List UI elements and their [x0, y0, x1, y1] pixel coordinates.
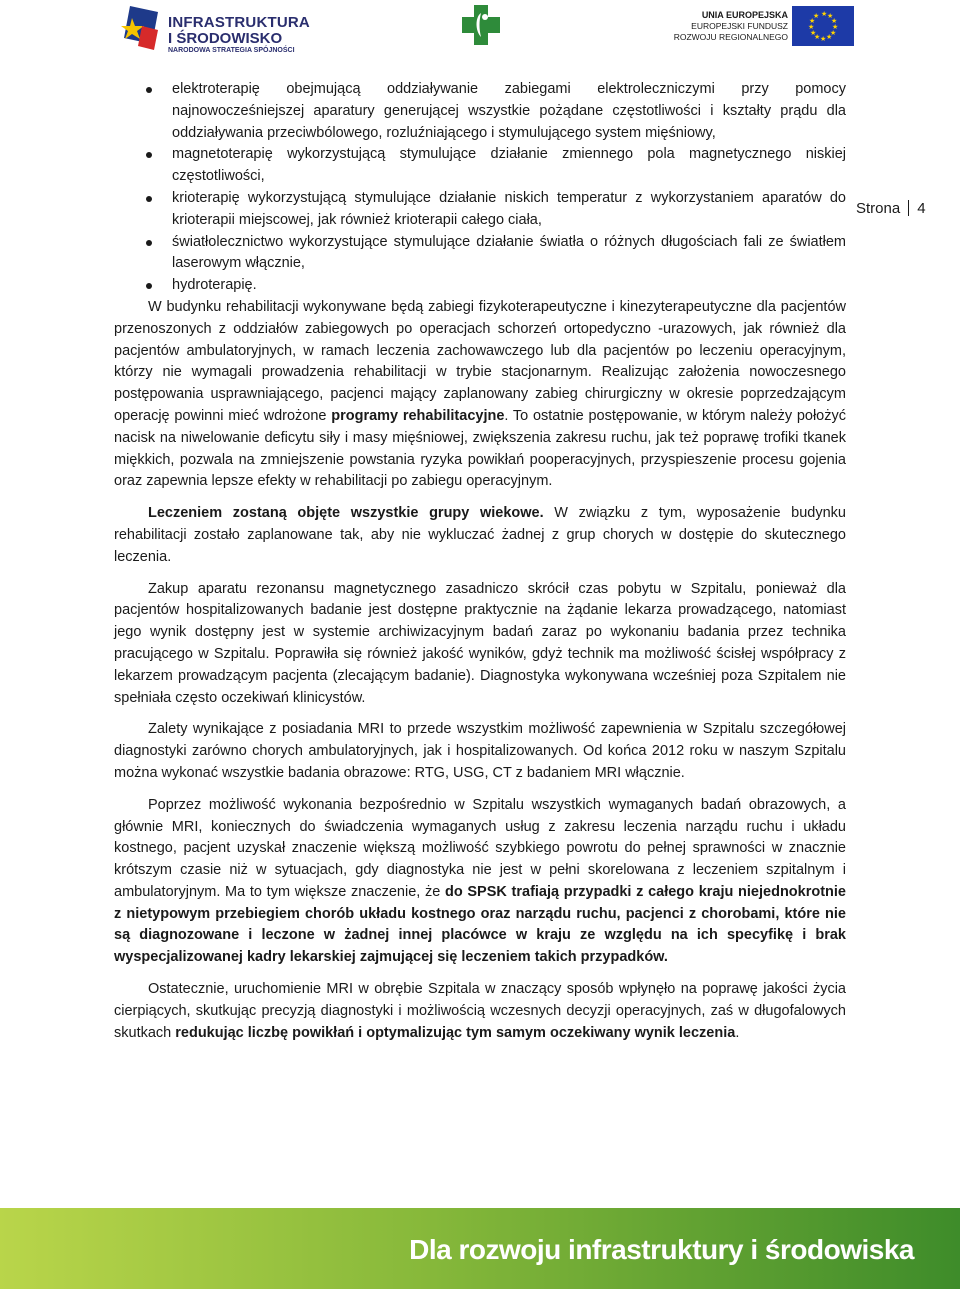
svg-text:★: ★: [831, 17, 838, 25]
svg-text:★: ★: [809, 17, 816, 25]
svg-text:★: ★: [830, 29, 837, 37]
page-number-label: Strona: [856, 200, 901, 217]
therapy-list: [114, 79, 846, 297]
paragraph-bold-text: redukując liczbę powikłań i optymalizując tym samym oczekiwany wynik leczenia: [175, 1024, 736, 1041]
paragraph-rehabilitation: [114, 297, 846, 493]
paragraph-mri-advantages: Zalety wynikające z posiadania MRI to przede wszystkim możliwość zapewnienia w Szpitalu szczegółowej diagnostyki zarówno chorych ambulatoryjnych, jak i hospitalizowanych. Od końca 2012 roku w naszym Szpitalu można wykonać wszystkie badania obrazowe: RTG, USG, CT z badaniem MRI włącznie.: [114, 721, 846, 781]
page-number: [856, 200, 926, 217]
paragraph-text: W związku z tym, wyposażenie budynku rehabilitacji zostało zaplanowane tak, aby nie wykluczać żadnej z grup chorych w dostępie do skutecznego leczenia.: [114, 505, 847, 565]
svg-text:★: ★: [821, 10, 828, 18]
logo-text-line2: I ŚRODOWISKO: [168, 30, 283, 47]
svg-text:★: ★: [810, 29, 817, 37]
eu-text-line1: UNIA EUROPEJSKA: [701, 10, 788, 20]
svg-text:★: ★: [832, 23, 839, 31]
eu-logo: [673, 6, 858, 46]
infrastruktura-srodowisko-logo: [118, 4, 310, 56]
paragraph-text: Poprzez możliwość wykonania bezpośrednio w Szpitalu wszystkich wymaganych badań obrazowych, a głównie MRI, koniecznych do świadczenia wymaganych usług z zakresu leczenia narządu ruchu i układu kostnego, pacjent uzyskał znaczenie większą możliwość szybkiego powrotu do pełnej sprawności w znacznie krótszym czasie niż w sytuacjach, gdy diagnostyka nie jest w pełni skorelowana z leczeniem szpitalnym i ambulatoryjnym. Ma to tym większe znaczenie, że: [114, 796, 846, 900]
page-footer-banner: [0, 1208, 960, 1289]
eu-text-line3: ROZWOJU REGIONALNEGO: [673, 32, 788, 42]
svg-text:★: ★: [808, 23, 815, 31]
page-number-value: 4: [917, 200, 926, 217]
list-item: hydroterapię.: [114, 275, 846, 297]
eu-flag-icon: [792, 6, 854, 46]
paragraph-text: .: [735, 1024, 740, 1041]
list-item: magnetoterapię wykorzystującą stymulujące działanie zmiennego pola magnetycznego niskiej częstotliwości,: [114, 144, 846, 188]
cross-icon: [460, 3, 502, 47]
logo-text-line3: NARODOWA STRATEGIA SPÓJNOŚCI: [168, 47, 295, 54]
paragraph-diagnostics: [114, 795, 846, 969]
svg-text:★: ★: [826, 33, 833, 41]
page-header: [0, 0, 960, 58]
paragraph-text: . To ostatnie postępowanie, w którym należy położyć nacisk na niwelowanie deficytu siły i masy mięśniowej, zwiększenia zakresu ruchu, jak też poprawę trofiki tkanek miękkich, pozwala na zmniejszenie powstania ryzyka powikłań pooperacyjnych, przyspieszenie procesu gojenia oraz zapewnia lepsze efekty w rehabilitacji po zabiegu operacyjnym.: [114, 407, 846, 490]
paragraph-age-groups: [114, 503, 846, 568]
list-item: krioterapię wykorzystującą stymulujące działanie niskich temperatur z wykorzystaniem aparatów do krioterapii miejscowej, jak również krioterapii całego ciała,: [114, 188, 846, 232]
paragraph-conclusion: [114, 979, 846, 1044]
footer-slogan: Dla rozwoju infrastruktury i środowiska: [409, 1234, 914, 1265]
paragraph-bold-text: programy rehabilitacyjne: [331, 407, 505, 424]
svg-text:★: ★: [827, 12, 834, 20]
star-logo-icon: [118, 4, 164, 56]
logo-text-line1: INFRASTRUKTURA: [168, 14, 310, 31]
paragraph-mri-purchase: Zakup aparatu rezonansu magnetycznego zasadniczo skrócił czas pobytu w Szpitalu, ponieważ dla pacjentów hospitalizowanych badanie jest dostępne praktycznie na żądanie lekarza prowadzącego, natomiast jego wynik dostępny jest w systemie archiwizacyjnym badań zaraz po wykonaniu badania przez technika pracującego w Szpitalu. Poprawiła się również jakość wyników, gdyż technik ma możliwość ścisłej współpracy z lekarzem prowadzącym pacjenta (zlecającym badanie). Diagnostyka wykonywana wcześniej poza Szpitalem nie spełniała często oczekiwań klinicystów.: [114, 580, 846, 706]
page-number-separator: [908, 200, 909, 216]
hospital-cross-logo: [460, 3, 502, 47]
list-item: światłolecznictwo wykorzystujące stymulujące działanie światła o różnych długościach fali ze światłem laserowym włącznie,: [114, 232, 846, 276]
svg-text:★: ★: [820, 35, 827, 43]
paragraph-text: Ostatecznie, uruchomienie MRI w obrębie Szpitala w znaczący sposób wpłynęło na poprawę jakości życia cierpiących, skutkując precyzją diagnostyki i możliwością wczesnych decyzji operacyjnych, zaś w długofalowych skutkach: [114, 981, 846, 1041]
eu-text-line2: EUROPEJSKI FUNDUSZ: [691, 21, 788, 31]
svg-text:★: ★: [814, 33, 821, 41]
paragraph-text: W budynku rehabilitacji wykonywane będą zabiegi fizykoterapeutyczne i kinezyterapeutyczne dla pacjentów przenoszonych z oddziałów zabiegowych po operacjach schorzeń ortopedyczno -urazowych, jak również dla pacjentów ambulatoryjnych, w ramach leczenia zachowawczego lub dla pacjentów po leczeniu operacyjnym, którzy nie wymagali prowadzenia rehabilitacji w trybie stacjonarnym. Realizując założenia nowoczesnego postępowania usprawniającego, pacjenci mający zaplanowany zabieg chirurgiczny w okresie poprzedzającym operację powinni mieć wdrożone: [114, 298, 846, 424]
list-item: elektroterapię obejmującą oddziaływanie zabiegami elektroleczniczymi przy pomocy najnowocześniejszej aparatury generującej wszystkie pożądane częstotliwości i kształty prądu dla oddziaływania przeciwbólowego, rozluźniającego i stymulującego system mięśniowy,: [114, 79, 846, 144]
svg-text:★: ★: [813, 12, 820, 20]
paragraph-bold-text: Leczeniem zostaną objęte wszystkie grupy wiekowe.: [148, 505, 544, 522]
paragraph-bold-text: do SPSK trafiają przypadki z całego kraju niejednokrotnie z nietypowym przebiegiem chorób układu kostnego oraz narządu ruchu, pacjenci z chorobami, które nie są diagnozowane i leczone w żadnej innej placówce w kraju ze względu na ich specyfikę i brak wyspecjalizowanej kadry lekarskiej zajmującej się leczeniem takich przypadków.: [114, 883, 846, 966]
document-body: [114, 79, 846, 1044]
